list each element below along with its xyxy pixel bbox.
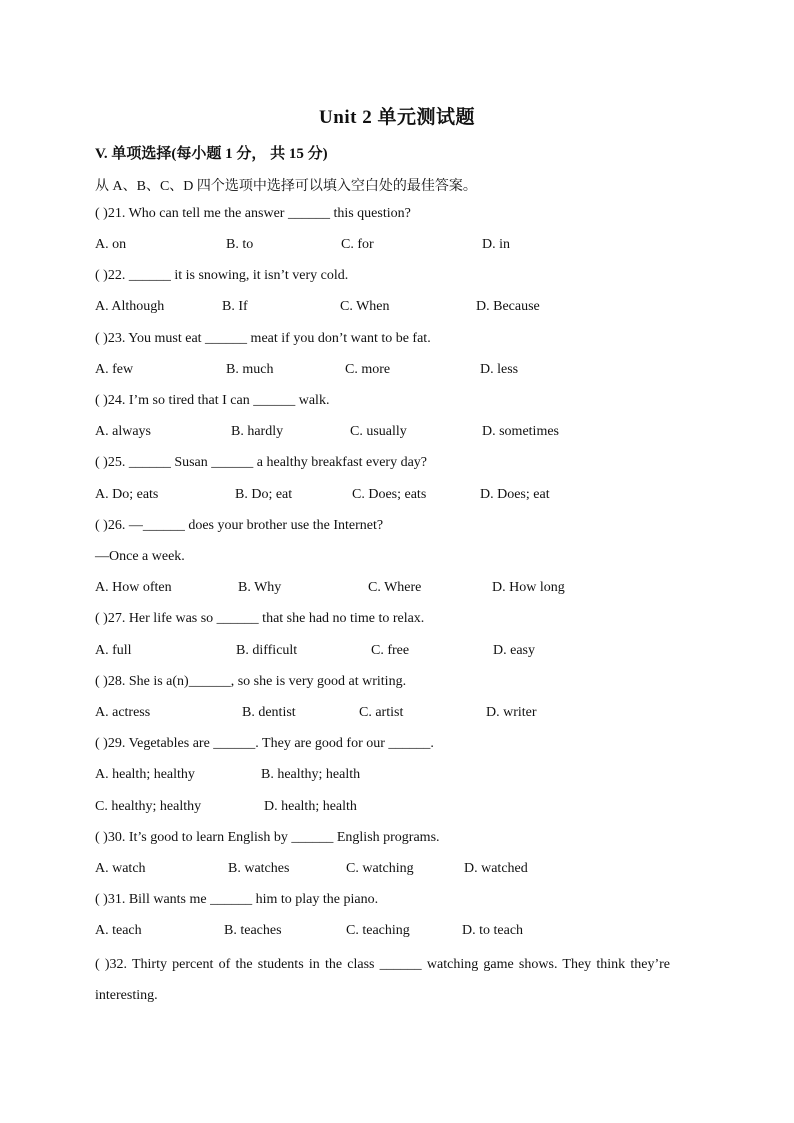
question-24: ( )24. I’m so tired that I can ______ walk. — [95, 393, 330, 408]
q22-option-c: C. When — [340, 299, 390, 314]
q31-option-a: A. teach — [95, 923, 142, 938]
q31-option-d: D. to teach — [462, 923, 524, 938]
q28-option-b: B. dentist — [242, 705, 296, 720]
question-30: ( )30. It’s good to learn English by ______ English programs. — [95, 830, 440, 845]
q24-option-d: D. sometimes — [482, 424, 559, 439]
q21-option-c: C. for — [341, 237, 374, 252]
q22-option-d: D. Because — [476, 299, 540, 314]
q23-option-c: C. more — [345, 362, 391, 377]
question-21: ( )21. Who can tell me the answer ______ this question? — [95, 206, 411, 221]
question-22: ( )22. ______ it is snowing, it isn’t very cold. — [95, 268, 349, 283]
q28-option-d: D. writer — [486, 705, 537, 720]
q25-option-b: B. Do; eat — [235, 487, 293, 502]
q25-option-d: D. Does; eat — [480, 487, 550, 502]
q29-option-b: B. healthy; health — [261, 767, 361, 782]
question-26: ( )26. —______ does your brother use the Internet? — [95, 518, 384, 533]
q23-option-a: A. few — [95, 362, 134, 377]
q22-option-b: B. If — [222, 299, 248, 314]
q23-option-b: B. much — [226, 362, 274, 377]
q30-option-c: C. watching — [346, 861, 414, 876]
question-23: ( )23. You must eat ______ meat if you don’t want to be fat. — [95, 331, 431, 346]
instruction-text: 从 A、B、C、D 四个选项中选择可以填入空白处的最佳答案。 — [95, 179, 477, 194]
q24-option-b: B. hardly — [231, 424, 284, 439]
q29-option-c: C. healthy; healthy — [95, 799, 202, 814]
q24-option-a: A. always — [95, 424, 151, 439]
q25-option-c: C. Does; eats — [352, 487, 427, 502]
question-29: ( )29. Vegetables are ______. They are good for our ______. — [95, 736, 434, 751]
q26-reply: —Once a week. — [95, 549, 185, 564]
q29-option-d: D. health; health — [264, 799, 357, 814]
q24-option-c: C. usually — [350, 424, 407, 439]
question-27: ( )27. Her life was so ______ that she had no time to relax. — [95, 611, 425, 626]
section-heading: V. 单项选择(每小题 1 分， 共 15 分) — [95, 146, 328, 162]
q27-option-a: A. full — [95, 643, 132, 658]
q26-option-b: B. Why — [238, 580, 282, 595]
q25-option-a: A. Do; eats — [95, 487, 159, 502]
q26-option-a: A. How often — [95, 580, 172, 595]
q27-option-b: B. difficult — [236, 643, 298, 658]
q30-option-a: A. watch — [95, 861, 146, 876]
q28-option-c: C. artist — [359, 705, 404, 720]
q26-option-c: C. Where — [368, 580, 422, 595]
q21-option-a: A. on — [95, 237, 127, 252]
q28-option-a: A. actress — [95, 705, 151, 720]
q23-option-d: D. less — [480, 362, 519, 377]
page-title: Unit 2 单元测试题 — [319, 107, 475, 128]
question-32: ( )32. Thirty percent of the students in the class ______ watching game shows. They think they’re interesting. — [95, 957, 670, 1003]
q31-option-b: B. teaches — [224, 923, 282, 938]
q27-option-d: D. easy — [493, 643, 535, 658]
q22-option-a: A. Although — [95, 299, 165, 314]
q26-option-d: D. How long — [492, 580, 565, 595]
question-28: ( )28. She is a(n)______, so she is very good at writing. — [95, 674, 407, 689]
q31-option-c: C. teaching — [346, 923, 410, 938]
q30-option-d: D. watched — [464, 861, 528, 876]
question-31: ( )31. Bill wants me ______ him to play the piano. — [95, 892, 379, 907]
q21-option-b: B. to — [226, 237, 254, 252]
q30-option-b: B. watches — [228, 861, 290, 876]
q29-option-a: A. health; healthy — [95, 767, 195, 782]
question-25: ( )25. ______ Susan ______ a healthy breakfast every day? — [95, 455, 428, 470]
q27-option-c: C. free — [371, 643, 410, 658]
q21-option-d: D. in — [482, 237, 510, 252]
